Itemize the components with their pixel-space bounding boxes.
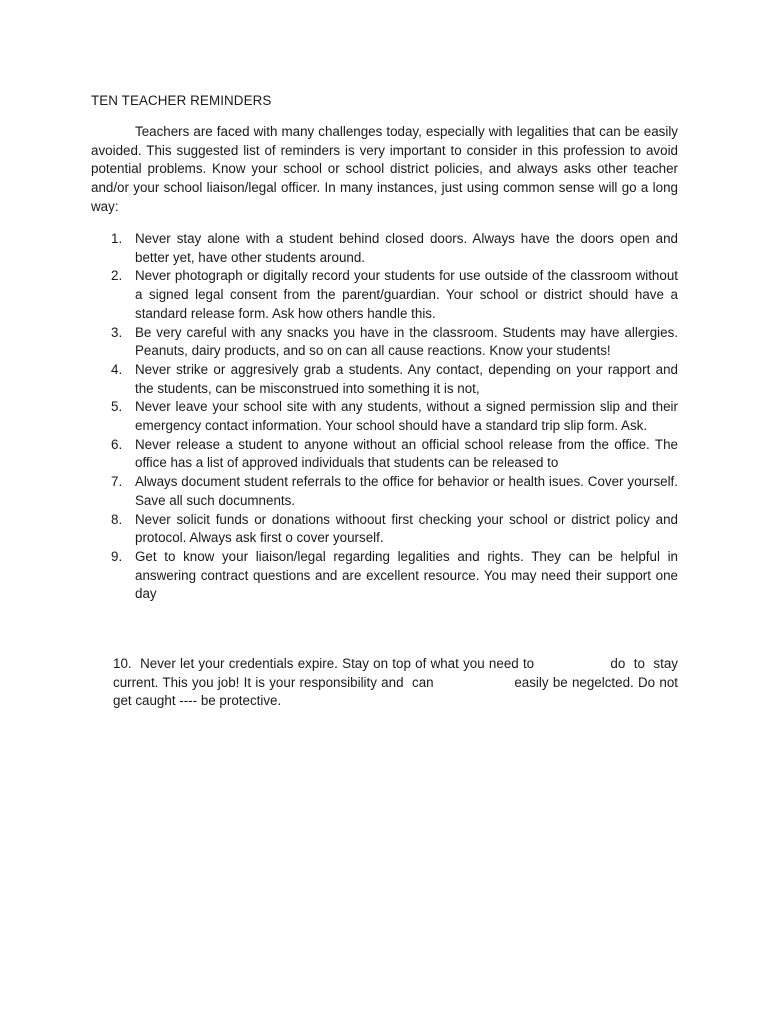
list-item-number: 5. <box>111 399 123 415</box>
list-item-text: Never release a student to anyone without an official school release from the office. The office has a list of approved individuals that students can be released to <box>135 436 678 471</box>
list-item-text: Be very careful with any snacks you have in the classroom. Students may have allergies. Peanuts, dairy products, and so on can all cause reactions. Know your students! <box>135 324 678 359</box>
list-item-ten-paragraph: 10. Never let your credentials expire. Stay on top of what you need to do to stay current. This you job! It is your responsibility and can easily be negelcted. Do not get caught ---- be protective. <box>113 656 682 709</box>
list-item-text: Never stay alone with a student behind closed doors. Always have the doors open and better yet, have other students around. <box>135 231 678 265</box>
list-item-number: 2. <box>111 268 123 284</box>
list-item <box>91 361 678 398</box>
list-item <box>91 511 678 548</box>
list-item <box>91 267 678 323</box>
list-item-number: 9. <box>111 548 123 564</box>
list-item-number: 4. <box>111 361 123 377</box>
list-item <box>91 473 678 510</box>
list-item-text: Never solicit funds or donations withoout first checking your school or district policy and protocol. Always ask first o cover yourself. <box>135 511 678 546</box>
intro-paragraph: Teachers are faced with many challenges today, especially with legalities that can be easily avoided. This suggested list of reminders is very important to consider in this profession to avoid potential problems. Know your school or school district policies, and always asks other teacher and/or your school liaison/legal officer. In many instances, just using common sense will go a long way: <box>91 124 678 214</box>
reminders-list <box>91 230 678 604</box>
list-item-number: 6. <box>111 436 123 452</box>
list-item-text: Never leave your school site with any students, without a signed permission slip and their emergency contact information. Your school should have a standard trip slip form. Ask. <box>135 399 678 434</box>
list-item <box>91 548 678 604</box>
list-item-number: 3. <box>111 324 123 340</box>
list-item <box>91 398 678 435</box>
list-item-number: 1. <box>111 231 123 246</box>
list-item <box>91 324 678 361</box>
list-item <box>91 436 678 473</box>
list-item-text: Never photograph or digitally record your students for use outside of the classroom without a signed legal consent from the parent/guardian. Your school or district should have a standard release form. Ask how others handle this. <box>135 268 678 321</box>
list-item-number: 8. <box>111 511 123 527</box>
list-item-text: Never strike or aggresively grab a students. Any contact, depending on your rapport and the students, can be misconstrued into something it is not, <box>135 361 678 396</box>
document-title: TEN TEACHER REMINDERS <box>91 93 272 108</box>
list-item-text: Always document student referrals to the office for behavior or health isues. Cover yourself. Save all such documnents. <box>135 474 678 508</box>
list-item-text: Get to know your liaison/legal regarding legalities and rights. They can be helpful in answering contract questions and are excellent resource. You may need their support one day <box>135 548 678 602</box>
list-item-number: 7. <box>111 474 123 490</box>
list-item <box>91 230 678 267</box>
